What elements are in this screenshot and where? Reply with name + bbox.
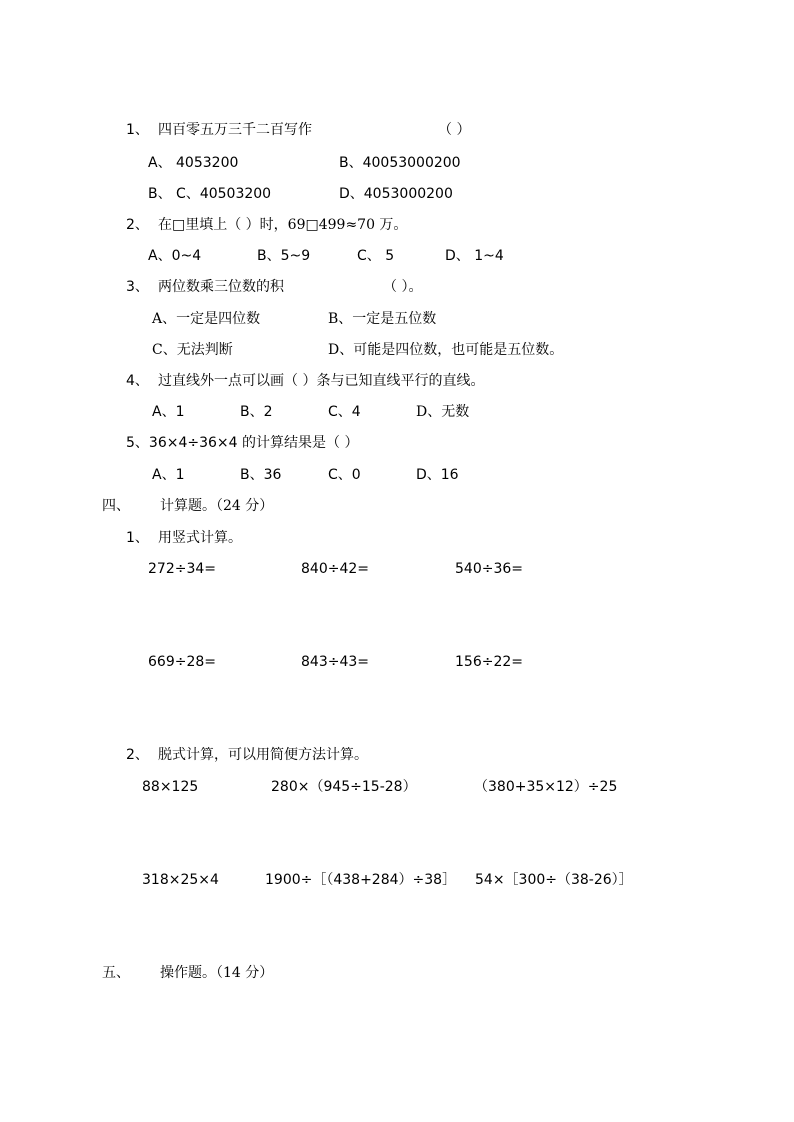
vertical-calc-5: 843÷43= bbox=[301, 654, 369, 670]
vertical-calc-6: 156÷22= bbox=[455, 654, 523, 670]
section5-label: 五、 bbox=[102, 965, 130, 981]
stepwise-calc-6: 54×［300÷（38-26）］ bbox=[475, 872, 633, 888]
q1-option-b: B、40053000200 bbox=[339, 155, 461, 171]
q5-text: 5、36×4÷36×4 的计算结果是（ ） bbox=[126, 435, 359, 451]
q3-option-b: B、一定是五位数 bbox=[328, 311, 437, 327]
section4-label: 四、 bbox=[102, 498, 130, 514]
q2-number: 2、 bbox=[126, 217, 149, 233]
q4-number: 4、 bbox=[126, 373, 149, 389]
q3-answer-bracket: （ ）。 bbox=[383, 279, 423, 295]
sub1-title: 用竖式计算。 bbox=[158, 530, 242, 546]
q2-option-c: C、 5 bbox=[357, 248, 395, 264]
q4-option-d: D、无数 bbox=[416, 404, 470, 420]
q3-number: 3、 bbox=[126, 279, 149, 295]
stepwise-calc-1: 88×125 bbox=[142, 779, 199, 795]
q4-option-a: A、1 bbox=[152, 404, 185, 420]
stepwise-calc-3: （380+35×12）÷25 bbox=[474, 779, 618, 795]
sub2-title: 脱式计算，可以用简便方法计算。 bbox=[158, 747, 368, 763]
q3-option-c: C、无法判断 bbox=[152, 342, 233, 358]
sub2-number: 2、 bbox=[126, 747, 149, 763]
stepwise-calc-4: 318×25×4 bbox=[142, 872, 219, 888]
stepwise-calc-5: 1900÷［（438+284）÷38］ bbox=[265, 872, 457, 888]
q2-text: 在□里填上（ ）时，69□499≈70 万。 bbox=[158, 217, 408, 233]
q5-option-a: A、1 bbox=[152, 467, 185, 483]
q5-option-b: B、36 bbox=[240, 467, 282, 483]
stepwise-calc-2: 280×（945÷15-28） bbox=[271, 779, 417, 795]
q2-option-b: B、5~9 bbox=[257, 248, 311, 264]
q1-number: 1、 bbox=[126, 122, 149, 138]
q3-option-d: D、可能是四位数，也可能是五位数。 bbox=[328, 342, 564, 358]
q2-option-d: D、 1~4 bbox=[445, 248, 504, 264]
q5-option-c: C、0 bbox=[328, 467, 361, 483]
q2-option-a: A、0~4 bbox=[148, 248, 202, 264]
q1-option-c: B、 C、40503200 bbox=[148, 186, 272, 202]
q4-option-c: C、4 bbox=[328, 404, 361, 420]
q5-option-d: D、16 bbox=[416, 467, 459, 483]
q3-text: 两位数乘三位数的积 bbox=[158, 279, 284, 295]
vertical-calc-3: 540÷36= bbox=[455, 561, 523, 577]
sub1-number: 1、 bbox=[126, 530, 149, 546]
vertical-calc-4: 669÷28= bbox=[148, 654, 216, 670]
q4-text: 过直线外一点可以画（ ）条与已知直线平行的直线。 bbox=[158, 373, 485, 389]
section4-title: 计算题。（24 分） bbox=[160, 498, 274, 514]
vertical-calc-2: 840÷42= bbox=[301, 561, 369, 577]
q1-option-d: D、4053000200 bbox=[339, 186, 453, 202]
q3-option-a: A、一定是四位数 bbox=[152, 311, 261, 327]
q4-option-b: B、2 bbox=[240, 404, 273, 420]
q1-answer-bracket: （ ） bbox=[438, 122, 471, 138]
vertical-calc-1: 272÷34= bbox=[148, 561, 216, 577]
q1-text: 四百零五万三千二百写作 bbox=[158, 122, 312, 138]
q1-option-a: A、 4053200 bbox=[148, 155, 239, 171]
section5-title: 操作题。（14 分） bbox=[160, 965, 274, 981]
